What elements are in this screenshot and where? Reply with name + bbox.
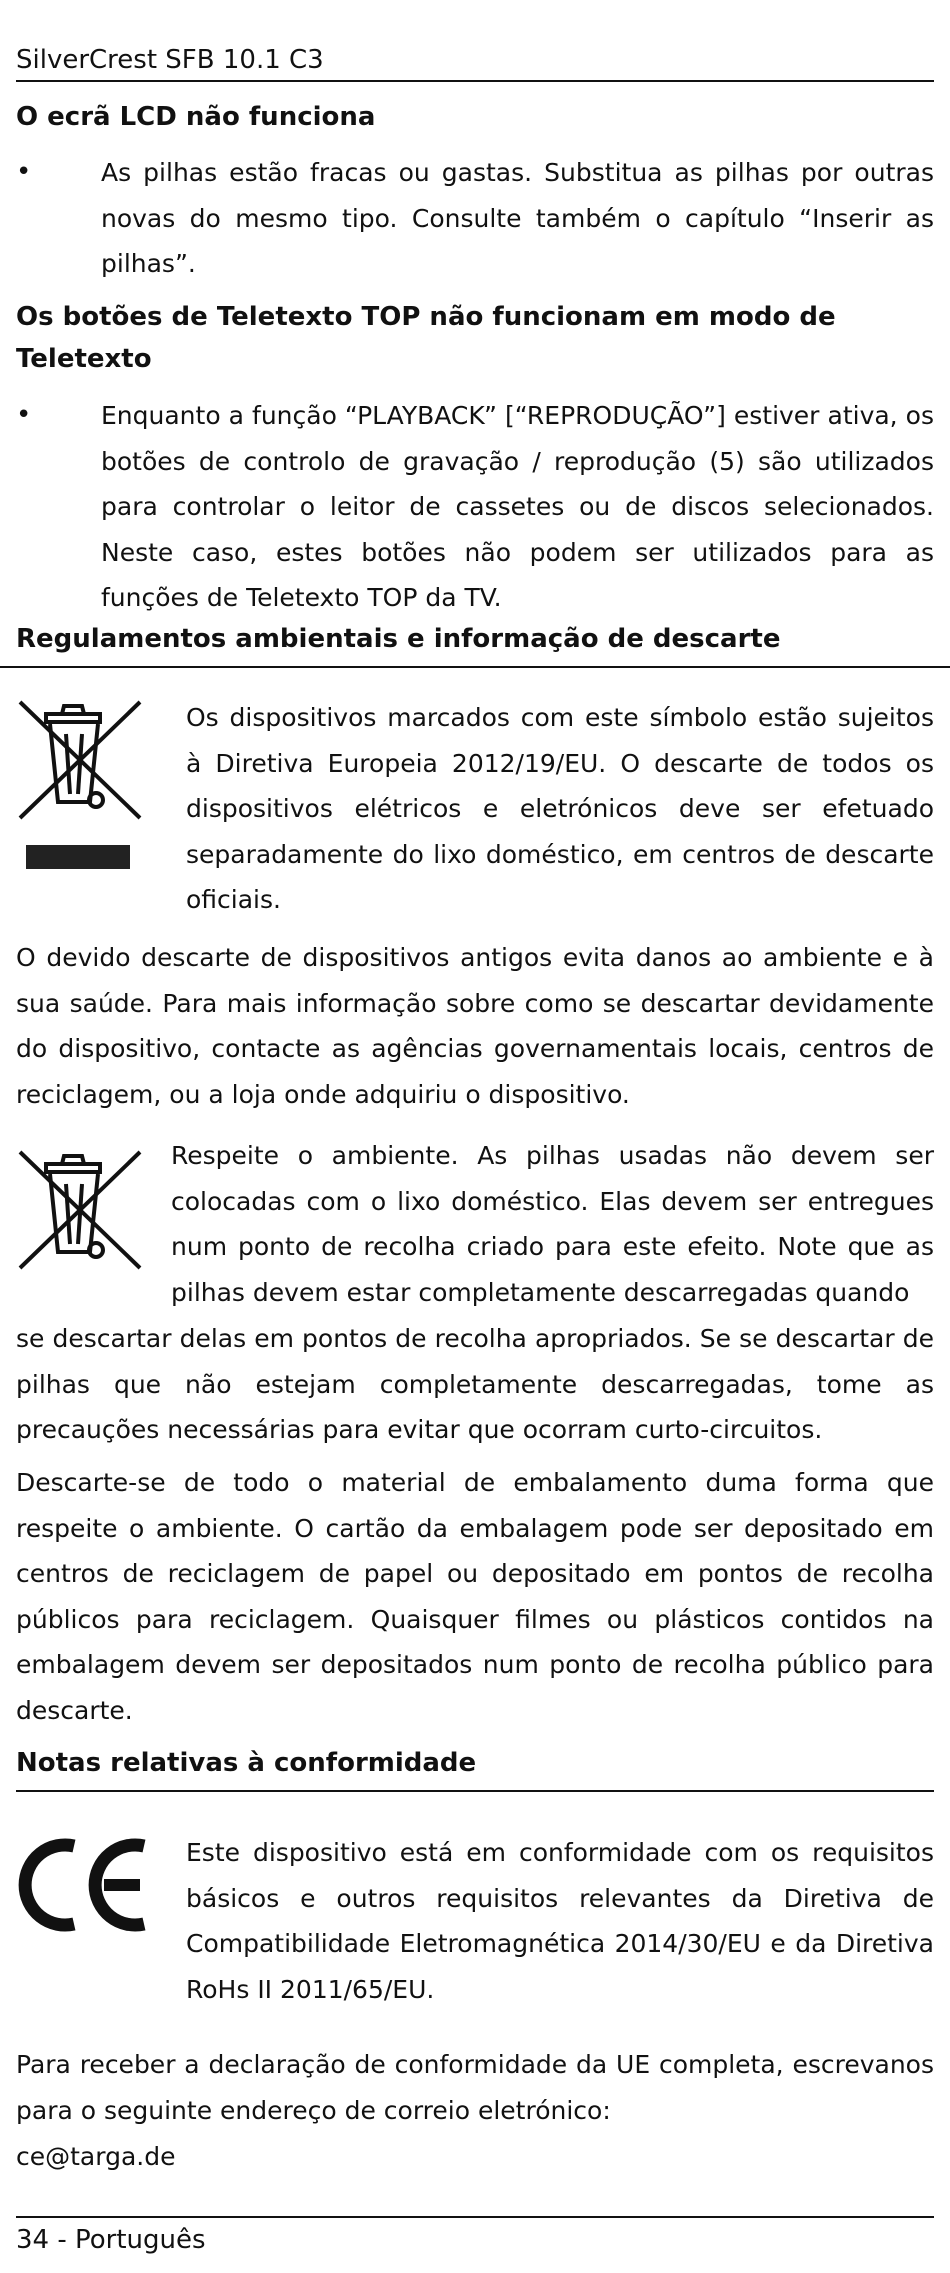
page-footer: 34 - Português	[16, 2216, 934, 2262]
bullet-point: •	[16, 157, 32, 187]
section-title-lcd: O ecrã LCD não funciona	[16, 102, 376, 132]
weee-text: Os dispositivos marcados com este símbolo estão sujeitos à Diretiva Europeia 2012/19/EU. O descarte de todos os dispositivos elétricos e eletrónicos deve ser efetuado separadamente do lixo doméstico, em centros de descarte oficiais.	[186, 703, 934, 914]
declaration-text: Para receber a declaração de conformidade da UE completa, escrevanos para o seguinte endereço de correio eletrónico:	[16, 2050, 934, 2125]
weee-bin-icon	[16, 690, 146, 880]
disposal-text: O devido descarte de dispositivos antigos evita danos ao ambiente e à sua saúde. Para mais informação sobre como se descartar devidamente do dispositivo, contacte as agências governamentais locais, centros de reciclagem, ou a loja onde adquiriu o dispositivo.	[16, 943, 934, 1109]
teletext-bullet-text: Enquanto a função “PLAYBACK” [“REPRODUÇÃO”] estiver ativa, os botões de controlo de gravação / reprodução (5) são utilizados para controlar o leitor de cassetes ou de discos selecionados. Neste caso, estes botões não podem ser utilizados para as funções de Teletexto TOP da TV.	[101, 401, 934, 612]
weee-bin-icon	[16, 1140, 146, 1290]
lcd-bullet-text: As pilhas estão fracas ou gastas. Substitua as pilhas por outras novas do mesmo tipo. Consulte também o capítulo “Inserir as pilhas”.	[101, 158, 934, 278]
section-title-teletext: Os botões de Teletexto TOP não funcionam em modo de Teletexto	[16, 302, 836, 374]
ce-mark-icon	[16, 1830, 156, 1940]
section-title-environment: Regulamentos ambientais e informação de descarte	[0, 618, 950, 668]
section-title-conformity: Notas relativas à conformidade	[16, 1742, 934, 1792]
battery-text-wrapped: Respeite o ambiente. As pilhas usadas não devem ser colocadas com o lixo doméstico. Elas devem ser entregues num ponto de recolha criado para este efeito. Note que as pilhas devem estar completamente descarregadas quando	[171, 1141, 934, 1307]
contact-email[interactable]: ce@targa.de	[16, 2142, 176, 2171]
bullet-point: •	[16, 400, 32, 430]
battery-text-continued: se descartar delas em pontos de recolha apropriados. Se se descartar de pilhas que não estejam completamente descarregadas, tome as precauções necessárias para evitar que ocorram curto-circuitos.	[16, 1324, 934, 1444]
packaging-text: Descarte-se de todo o material de embalamento duma forma que respeite o ambiente. O cartão da embalagem pode ser depositado em centros de reciclagem de papel ou depositado em pontos de recolha públicos para reciclagem. Quaisquer filmes ou plásticos contidos na embalagem devem ser depositados num ponto de recolha público para descarte.	[16, 1468, 934, 1725]
ce-text: Este dispositivo está em conformidade com os requisitos básicos e outros requisitos relevantes da Diretiva de Compatibilidade Eletromagnética 2014/30/EU e da Diretiva RoHs II 2011/65/EU.	[186, 1838, 934, 2004]
page-header: SilverCrest SFB 10.1 C3	[16, 40, 934, 82]
